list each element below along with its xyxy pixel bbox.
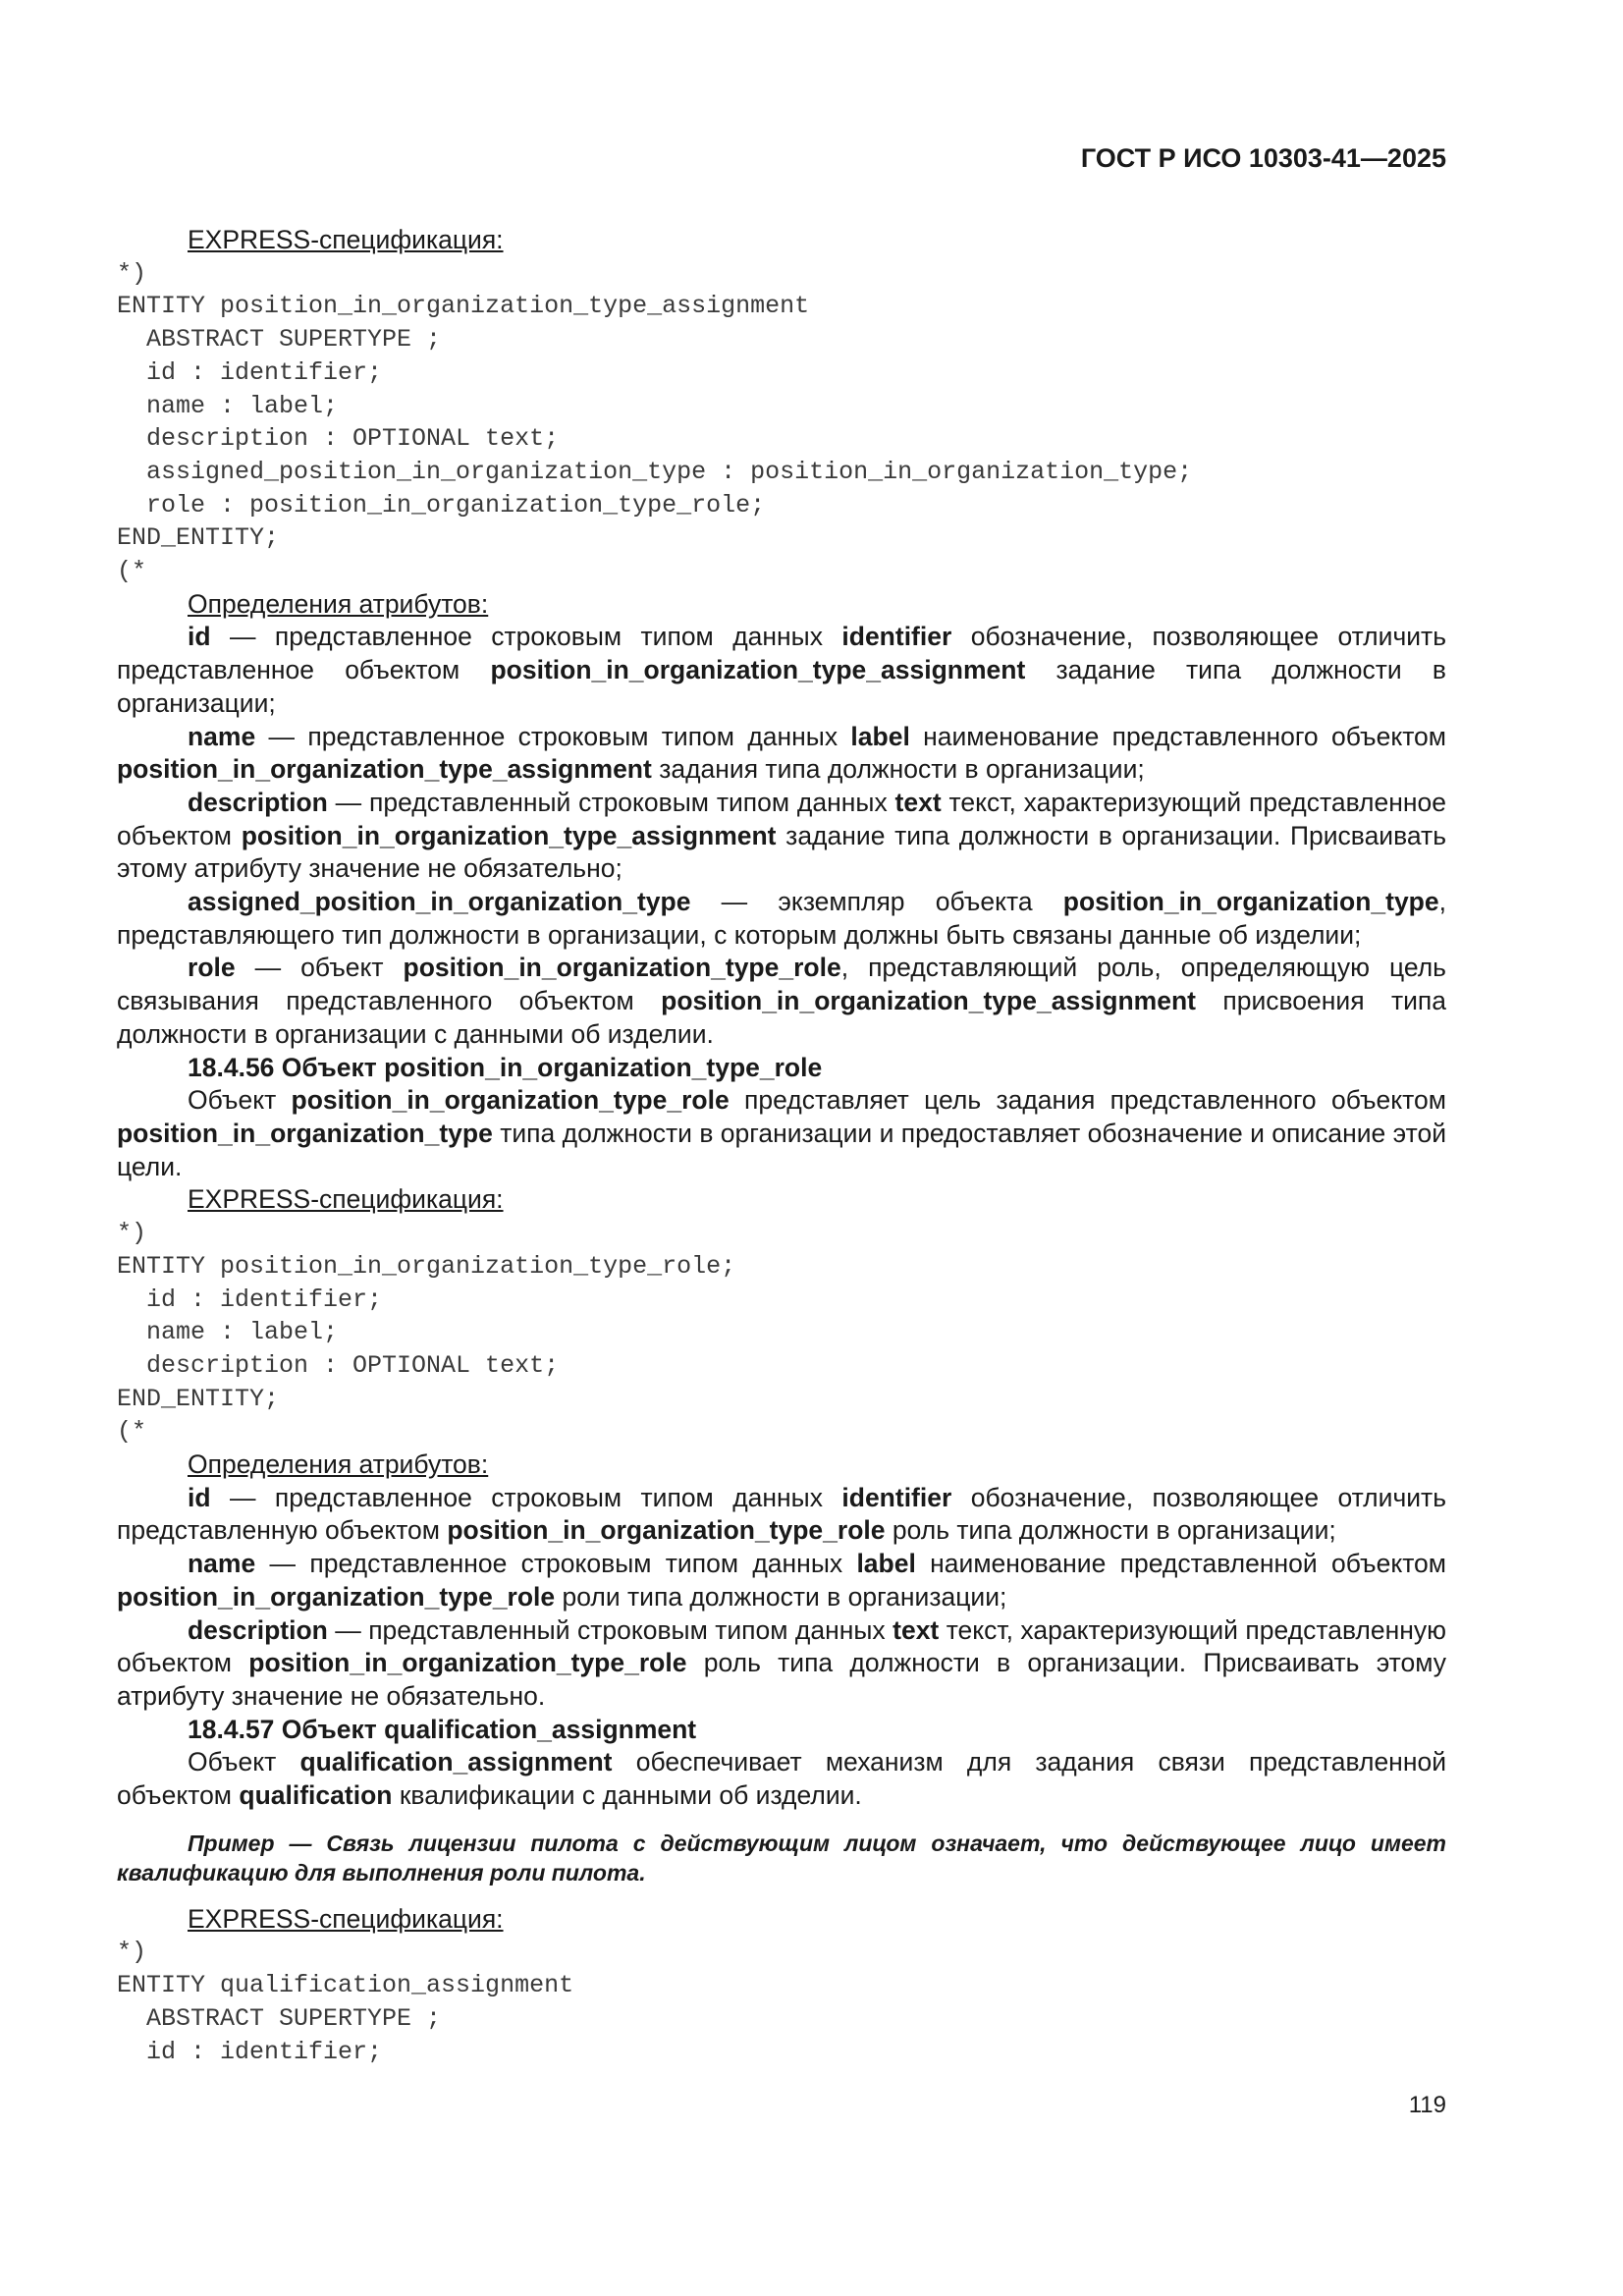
comment-open: (* <box>117 1417 147 1447</box>
express-code-block <box>117 290 1446 555</box>
attr-def-assigned: assigned_position_in_organization_type — экземпляр объекта position_in_organization_type, представляющего тип должности в организации, с которым должны быть связаны данные об изделии; <box>117 887 1446 950</box>
code-line: id : identifier; <box>117 2037 383 2066</box>
express-spec-label: EXPRESS-спецификация: <box>188 225 504 254</box>
attr-defs-label: Определения атрибутов: <box>188 1449 489 1480</box>
code-line: ABSTRACT SUPERTYPE ; <box>117 2003 442 2033</box>
comment-close: *) <box>117 1219 147 1248</box>
attr-def-id: id — представленное строковым типом данных identifier обозначение, позволяющее отличить представленную объектом position_in_organization_type_role роль типа должности в организации; <box>117 1482 1447 1546</box>
page-content <box>117 224 1446 2068</box>
page-number: 119 <box>1408 2092 1446 2118</box>
example-note: Пример — Связь лицензии пилота с действующим лицом означает, что действующее лицо имеет квалификацию для выполнения роли пилота. <box>117 1830 1446 1886</box>
attr-def-role: role — объект position_in_organization_type_role, представляющий роль, определяющую цель связывания представленного объектом position_in_organization_type_assignment присвоения типа должности в организации с данными об изделии. <box>117 953 1447 1049</box>
attr-def-description: description — представленный строковым типом данных text текст, характеризующий представленное объектом position_in_organization_type_assignment задание типа должности в организации. Присваивать этому атрибуту значение не обязательно; <box>117 787 1446 884</box>
code-line: name : label; <box>117 391 339 420</box>
comment-open: (* <box>117 557 147 586</box>
code-line: name : label; <box>117 1318 339 1347</box>
section-heading-18-4-56: 18.4.56 Объект position_in_organization_type_role <box>188 1052 823 1082</box>
section-56-intro: Объект position_in_organization_type_role представляет цель задания представленного объектом position_in_organization_type типа должности в организации и предоставляет обозначение и описание этой цели. <box>117 1085 1446 1181</box>
code-line: ENTITY position_in_organization_type_role; <box>117 1251 736 1281</box>
attr-def-description: description — представленный строковым типом данных text текст, характеризующий представленную объектом position_in_organization_type_role роль типа должности в организации. Присваивать этому атрибуту значение не обязательно. <box>117 1614 1447 1711</box>
code-line: ENTITY qualification_assignment <box>117 1971 574 2000</box>
code-line: assigned_position_in_organization_type : position_in_organization_type; <box>117 457 1193 486</box>
document-header: ГОСТ Р ИСО 10303-41—2025 <box>1080 143 1446 173</box>
express-code-block <box>117 1250 1446 1416</box>
attr-def-name: name — представленное строковым типом данных label наименование представленной объектом position_in_organization_type_role роли типа должности в организации; <box>117 1549 1447 1612</box>
code-line: id : identifier; <box>117 1285 383 1314</box>
code-line: ENTITY position_in_organization_type_assignment <box>117 292 810 321</box>
code-line: ABSTRACT SUPERTYPE ; <box>117 325 442 355</box>
attr-defs-label: Определения атрибутов: <box>188 588 489 619</box>
code-line: description : OPTIONAL text; <box>117 424 560 454</box>
code-line: END_ENTITY; <box>117 523 280 553</box>
code-line: description : OPTIONAL text; <box>117 1350 560 1380</box>
comment-close: *) <box>117 1938 147 1967</box>
comment-close: *) <box>117 258 147 288</box>
code-line: END_ENTITY; <box>117 1384 280 1413</box>
express-code-block <box>117 1969 1446 2068</box>
attr-def-id: id — представленное строковым типом данных identifier обозначение, позволяющее отличить представленное объектом position_in_organization_type_assignment задание типа должности в организации; <box>117 622 1447 718</box>
attr-def-name: name — представленное строковым типом данных label наименование представленного объектом position_in_organization_type_assignment задания типа должности в организации; <box>117 721 1447 785</box>
express-spec-label: EXPRESS-спецификация: <box>188 1184 504 1215</box>
code-line: role : position_in_organization_type_role; <box>117 490 766 519</box>
section-57-intro: Объект qualification_assignment обеспечивает механизм для задания связи представленной объектом qualification квалификации с данными об изделии. <box>117 1747 1446 1811</box>
code-line: id : identifier; <box>117 357 383 387</box>
express-spec-label: EXPRESS-спецификация: <box>188 1903 504 1934</box>
section-heading-18-4-57: 18.4.57 Объект qualification_assignment <box>188 1714 697 1744</box>
